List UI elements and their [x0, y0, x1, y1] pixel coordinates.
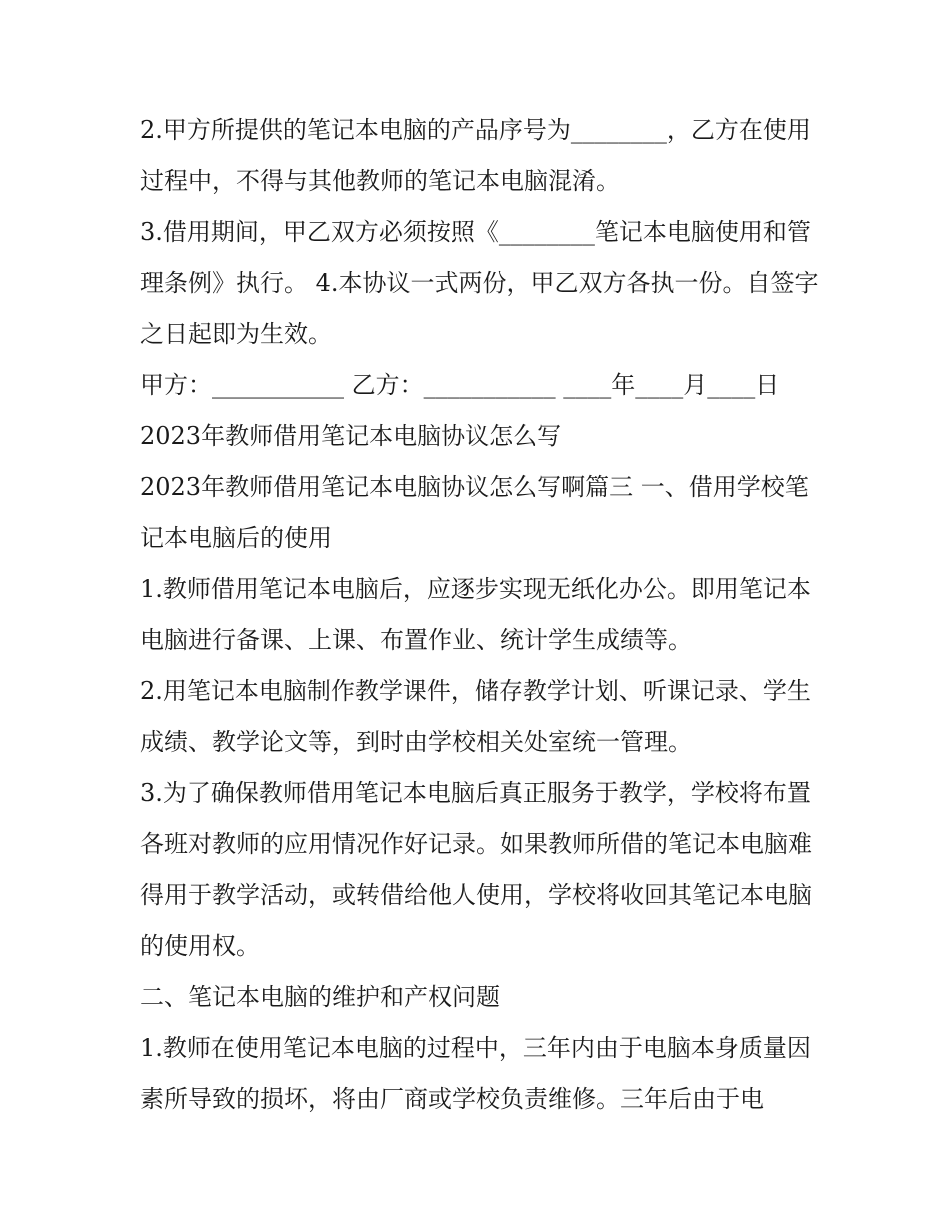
paragraph-regulations: 3.借用期间，甲乙双方必须按照《________笔记本电脑使用和管理条例》执行。 4.本协议一式两份，甲乙双方各执一份。自签字之日起即为生效。 [140, 218, 819, 348]
document-page [140, 105, 820, 1125]
paragraph-usage-records: 3.为了确保教师借用笔记本电脑后真正服务于教学，学校将布置各班对教师的应用情况作好记录。如果教师所借的笔记本电脑难得用于教学活动，或转借给他人使用，学校将收回其笔记本电脑的使用权。 [140, 779, 812, 960]
section-one-heading: 2023年教师借用笔记本电脑协议怎么写啊篇三 一、借用学校笔记本电脑后的使用 [140, 473, 809, 552]
paragraph-serial-number: 2.甲方所提供的笔记本电脑的产品序号为________，乙方在使用过程中，不得与其他教师的笔记本电脑混淆。 [140, 116, 811, 195]
paragraph-courseware: 2.用笔记本电脑制作教学课件，储存教学计划、听课记录、学生成绩、教学论文等，到时由学校相关处室统一管理。 [140, 677, 811, 756]
paragraph-paperless: 1.教师借用笔记本电脑后，应逐步实现无纸化办公。即用笔记本电脑进行备课、上课、布置作业、统计学生成绩等。 [140, 575, 811, 654]
document-title: 2023年教师借用笔记本电脑协议怎么写 [140, 422, 562, 450]
paragraph-maintenance: 1.教师在使用笔记本电脑的过程中，三年内由于电脑本身质量因素所导致的损坏，将由厂商或学校负责维修。三年后由于电 [140, 1034, 811, 1113]
section-two-heading: 二、笔记本电脑的维护和产权问题 [140, 983, 500, 1011]
paragraph-signatures: 甲方：___________ 乙方：___________ ____年____月____日 [140, 371, 780, 399]
